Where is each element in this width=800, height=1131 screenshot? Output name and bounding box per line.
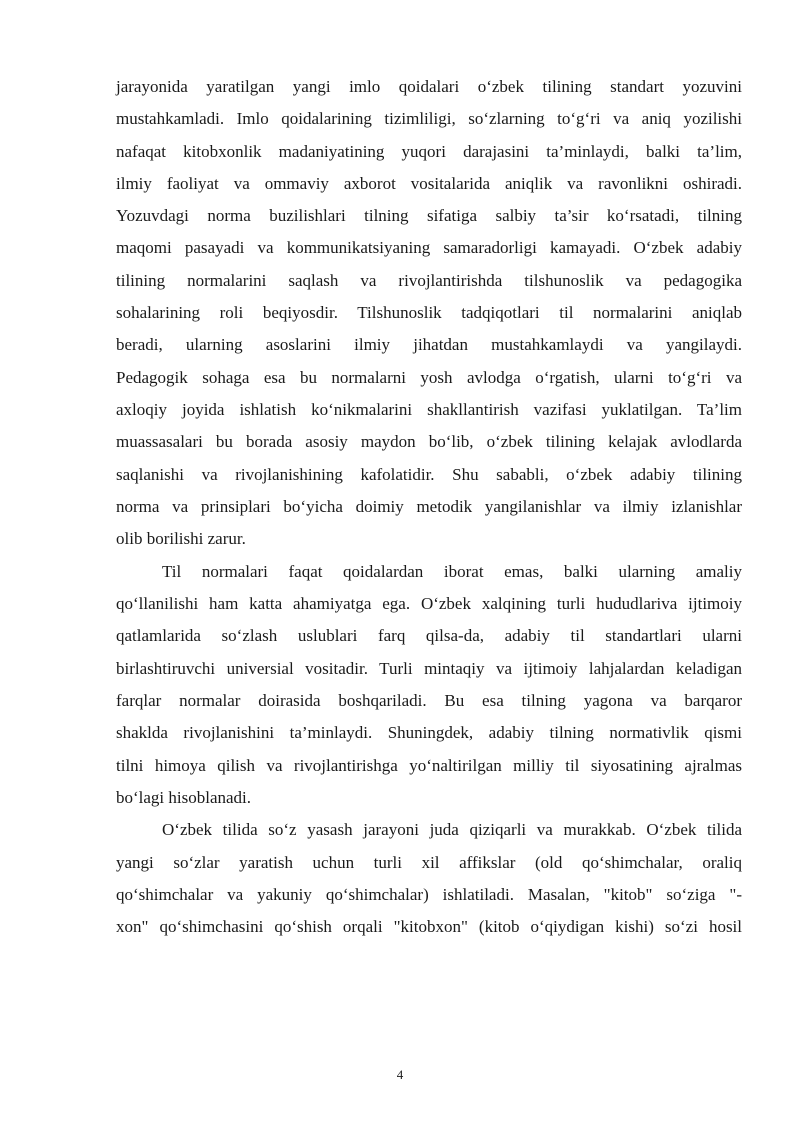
text-line: axloqiy joyida ishlatish ko‘nikmalarini shakllantirish vazifasi yuklatilgan. Ta’lim — [116, 400, 742, 419]
text-line: Pedagogik sohaga esa bu normalarni yosh avlodga o‘rgatish, ularni to‘g‘ri va — [116, 368, 742, 387]
text-line: nafaqat kitobxonlik madaniyatining yuqori darajasini ta’minlaydi, balki ta’lim, — [116, 142, 742, 161]
text-line: O‘zbek tilida so‘z yasash jarayoni juda qiziqarli va murakkab. O‘zbek tilida — [162, 820, 742, 839]
text-line: tilining normalarini saqlash va rivojlantirishda tilshunoslik va pedagogika — [116, 271, 742, 290]
text-line: farqlar normalar doirasida boshqariladi. Bu esa tilning yagona va barqaror — [116, 691, 742, 710]
text-line: xon" qo‘shimchasini qo‘shish orqali "kitobxon" (kitob o‘qiydigan kishi) so‘zi hosil — [116, 917, 742, 936]
text-line: norma va prinsiplari bo‘yicha doimiy metodik yangilanishlar va ilmiy izlanishlar — [116, 497, 742, 516]
text-line: tilni himoya qilish va rivojlantirishga yo‘naltirilgan milliy til siyosatining ajralmas — [116, 756, 742, 775]
text-line: qo‘llanilishi ham katta ahamiyatga ega. O‘zbek xalqining turli hududlariva ijtimoiy — [116, 594, 742, 613]
text-line: yangi so‘zlar yaratish uchun turli xil affikslar (old qo‘shimchalar, oraliq — [116, 853, 742, 872]
text-line: birlashtiruvchi universial vositadir. Turli mintaqiy va ijtimoiy lahjalardan keladigan — [116, 659, 742, 678]
text-line: qatlamlarida so‘zlash uslublari farq qilsa-da, adabiy til standartlari ularni — [116, 626, 742, 645]
text-line: Yozuvdagi norma buzilishlari tilning sifatiga salbiy ta’sir ko‘rsatadi, tilning — [116, 206, 742, 225]
text-line: qo‘shimchalar va yakuniy qo‘shimchalar) ishlatiladi. Masalan, "kitob" so‘ziga "- — [116, 885, 742, 904]
text-line: sohalarining roli beqiyosdir. Tilshunoslik tadqiqotlari til normalarini aniqlab — [116, 303, 742, 322]
text-line: ilmiy faoliyat va ommaviy axborot vositalarida aniqlik va ravonlikni oshiradi. — [116, 174, 742, 193]
text-line: muassasalari bu borada asosiy maydon bo‘lib, o‘zbek tilining kelajak avlodlarda — [116, 432, 742, 451]
text-line: olib borilishi zarur. — [116, 529, 246, 548]
text-line: bo‘lagi hisoblanadi. — [116, 788, 252, 807]
page-number: 4 — [396, 1067, 404, 1082]
text-line: beradi, ularning asoslarini ilmiy jihatdan mustahkamlaydi va yangilaydi. — [116, 335, 742, 354]
text-line: mustahkamladi. Imlo qoidalarining tizimliligi, so‘zlarning to‘g‘ri va aniq yozilishi — [116, 109, 742, 128]
text-line: jarayonida yaratilgan yangi imlo qoidalari o‘zbek tilining standart yozuvini — [116, 77, 742, 96]
text-line: saqlanishi va rivojlanishining kafolatidir. Shu sababli, o‘zbek adabiy tilining — [116, 465, 742, 484]
text-line: maqomi pasayadi va kommunikatsiyaning samaradorligi kamayadi. O‘zbek adabiy — [116, 238, 742, 257]
text-line: Til normalari faqat qoidalardan iborat emas, balki ularning amaliy — [162, 562, 742, 581]
text-line: shaklda rivojlanishini ta’minlaydi. Shuningdek, adabiy tilning normativlik qismi — [116, 723, 742, 742]
